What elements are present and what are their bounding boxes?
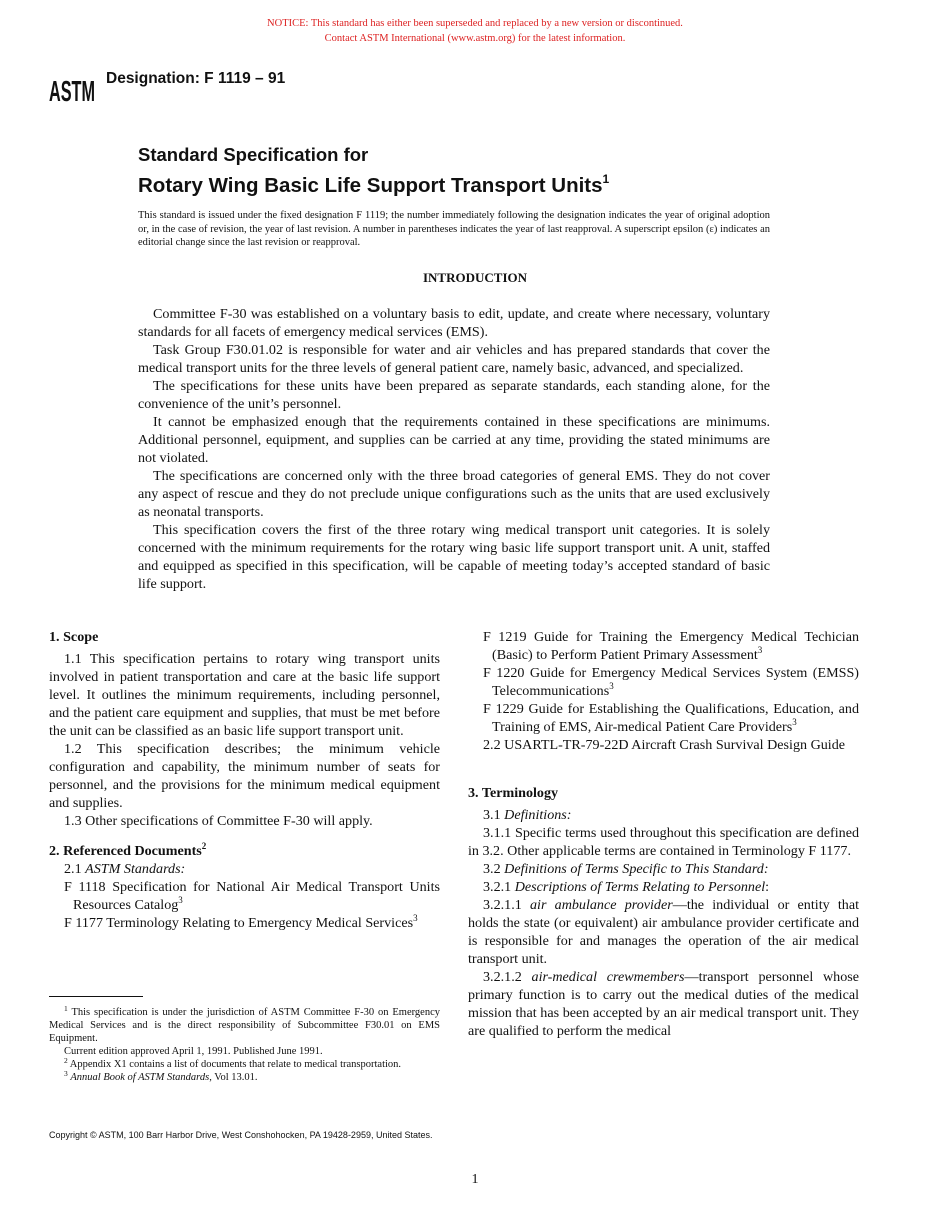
introduction-body <box>138 305 770 593</box>
supersession-notice <box>0 16 950 46</box>
definitions-label: 3.1 Definitions: <box>483 807 572 823</box>
definition-air-ambulance-provider: 3.2.1.1 air ambulance provider—the individual or entity that holds the state (or equivalent) air ambulance provider certificate and is responsible for and manages the operation of the air medical transport unit. <box>468 897 859 967</box>
reference-item: F 1177 Terminology Relating to Emergency Medical Services$^3$ <box>64 913 418 931</box>
right-column <box>468 628 859 1040</box>
reference-item: F 1118 Specification for National Air Medical Transport Units Resources Catalog$^3$ <box>64 879 440 913</box>
intro-paragraph: It cannot be emphasized enough that the requirements contained in these specifications are minimums. Additional personnel, equipment, and supplies can be carried at any time, providing the stated minimums are not violated. <box>138 414 770 466</box>
intro-paragraph: The specifications for these units have been prepared as separate standards, each standing alone, for the convenience of the unit’s personnel. <box>138 378 770 412</box>
designation: Designation: F 1119 – 91 <box>106 70 286 87</box>
intro-paragraph: The specifications are concerned only with the three broad categories of general EMS. They do not cover any aspect of rescue and they do not preclude unique configurations such as the units that are used exclusively as neonatal transports. <box>138 468 770 520</box>
definitions-specific-label: 3.2 Definitions of Terms Specific to This Standard: <box>483 861 769 877</box>
page-number: 1 <box>471 1172 479 1187</box>
footnotes <box>49 1006 440 1084</box>
reference-item: F 1229 Guide for Establishing the Qualifications, Education, and Training of EMS, Air-medical Patient Care Providers$^3$ <box>483 701 859 735</box>
personnel-terms-label: 3.2.1 Descriptions of Terms Relating to Personnel: <box>483 879 770 895</box>
intro-paragraph: Committee F-30 was established on a voluntary basis to edit, update, and create where necessary, voluntary standards for all facets of emergency medical services (EMS). <box>138 306 770 340</box>
issuance-statement: This standard is issued under the fixed designation F 1119; the number immediately following the designation indicates the year of original adoption or, in the case of revision, the year of last revision. A number in parentheses indicates the year of last reapproval. A superscript epsilon (ε) indicates an editorial change since the last revision or reapproval. <box>138 210 770 249</box>
copyright-notice: Copyright © ASTM, 100 Barr Harbor Drive, West Conshohocken, PA 19428-2959, United States. <box>49 1130 433 1140</box>
title-line-1: Standard Specification for <box>138 144 369 165</box>
footnote-1-edition: Current edition approved April 1, 1991. Published June 1991. <box>64 1046 323 1057</box>
definition-air-medical-crewmembers: 3.2.1.2 air-medical crewmembers—transport personnel whose primary function is to carry out the medical duties of the medical mission that has been accepted by an air medical transport unit. They are qualified to perform the medical <box>468 969 859 1039</box>
scope-1-1: 1.1 This specification pertains to rotary wing transport units involved in patient transportation and care at the basic life support level. It outlines the minimum requirements, including personnel, and the patient care equipment and supplies, that must be met before the unit can be classified as an basic life support transport unit. <box>49 651 440 739</box>
document-title <box>138 144 609 199</box>
scope-heading: 1. Scope <box>49 629 99 645</box>
footnote-1: $^1$ This specification is under the jurisdiction of ASTM Committee F-30 on Emergency Medical Services and is the direct responsibility of Subcommittee F30.01 on EMS Equipment. <box>49 1004 440 1044</box>
referenced-documents-heading: 2. Referenced Documents$^2$ <box>49 841 207 859</box>
scope-1-3: 1.3 Other specifications of Committee F-30 will apply. <box>64 813 373 829</box>
footnote-2: $^2$ Appendix X1 contains a list of documents that relate to medical transportation. <box>64 1056 402 1070</box>
reference-item: F 1220 Guide for Emergency Medical Services System (EMSS) Telecommunications$^3$ <box>483 665 859 699</box>
terminology-heading: 3. Terminology <box>468 785 559 801</box>
reference-item: F 1219 Guide for Training the Emergency Medical Techician (Basic) to Perform Patient Primary Assessment$^3$ <box>483 629 859 663</box>
footnote-3: $^3$ Annual Book of ASTM Standards, Vol 13.01. <box>64 1069 258 1083</box>
scope-1-2: 1.2 This specification describes; the minimum vehicle configuration and capability, the minimum number of seats for personnel, and the provisions for the minimum medical equipment and supplies. <box>49 741 440 811</box>
astm-standards-label: 2.1 ASTM Standards: <box>64 861 186 877</box>
notice-line-2: Contact ASTM International (www.astm.org) for the latest information. <box>324 33 626 44</box>
svg-text:ASTM: ASTM <box>49 75 95 108</box>
left-column <box>49 628 440 932</box>
astm-logo-icon <box>48 66 96 110</box>
notice-line-1: NOTICE: This standard has either been superseded and replaced by a new version or discontinued. <box>267 18 683 29</box>
title-footnote-mark: 1 <box>602 172 610 186</box>
footnote-divider <box>49 996 143 997</box>
title-line-2: Rotary Wing Basic Life Support Transport Units$^1$ <box>138 172 610 197</box>
reference-2-2: 2.2 USARTL-TR-79-22D Aircraft Crash Survival Design Guide <box>483 737 846 753</box>
intro-paragraph: This specification covers the first of the three rotary wing medical transport unit categories. It is solely concerned with the minimum requirements for the rotary wing basic life support transport unit. A unit, staffed and equipped as specified in this specification, will be capable of meeting today’s accepted standard of basic life support. <box>138 522 770 592</box>
definition-3-1-1: 3.1.1 Specific terms used throughout this specification are defined in 3.2. Other applicable terms are contained in Terminology F 1177. <box>468 825 859 859</box>
intro-paragraph: Task Group F30.01.02 is responsible for water and air vehicles and has prepared standards that cover the medical transport units for the three levels of general patient care, namely basic, advanced, and specialized. <box>138 342 770 376</box>
introduction-heading: INTRODUCTION <box>422 270 527 285</box>
